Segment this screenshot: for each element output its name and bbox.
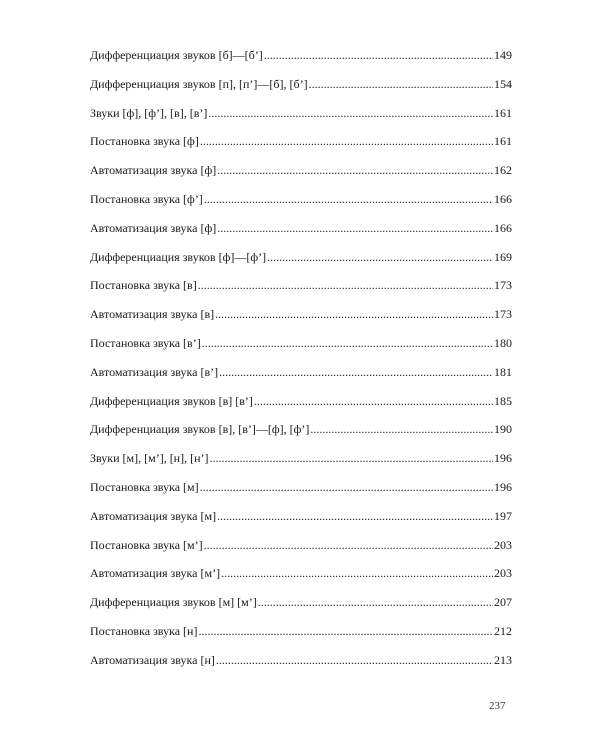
toc-dot-leader [258,595,493,609]
toc-entry-title: Звуки [м], [м’], [н], [н’] [90,451,209,466]
toc-entry-title: Дифференциация звуков [б]—[б’] [90,48,263,62]
toc-entry-title: Постановка звука [в] [90,278,197,293]
toc-entry-page: 162 [494,163,512,178]
toc-entry [90,509,512,538]
toc-dot-leader [309,77,493,91]
toc-dot-leader [254,394,493,408]
toc-dot-leader [219,365,493,379]
toc-entry-title: Постановка звука [в’] [90,335,201,350]
toc-dot-leader [200,134,493,148]
toc-entry-title: Автоматизация звука [ф] [90,163,217,178]
toc-entry-title: Звуки [ф], [ф’], [в], [в’] [90,105,208,120]
toc-entry-page: 161 [494,134,512,149]
toc-entry-page: 173 [494,278,512,293]
toc-entry [90,336,512,365]
toc-entry [90,106,512,135]
toc-entry-title: Постановка звука [н] [90,623,198,638]
toc-dot-leader [208,106,493,120]
toc-entry-page: 196 [494,479,512,494]
toc-entry-page: 203 [494,566,512,581]
toc-dot-leader [204,538,493,552]
toc-entry-page: 169 [494,249,512,264]
toc-entry [90,365,512,394]
toc-dot-leader [310,422,493,436]
toc-entry-page: 166 [494,191,512,206]
toc-dot-leader [202,336,493,350]
toc-dot-leader [264,48,493,62]
toc-entry-page: 212 [494,623,512,638]
toc-dot-leader [210,451,493,465]
toc-dot-leader [221,566,493,580]
toc-entry-page: 181 [494,364,512,379]
toc-entry [90,192,512,221]
toc-entry [90,394,512,423]
toc-entry [90,595,512,624]
toc-entry-page: 149 [494,48,512,62]
toc-entry-title: Автоматизация звука [м’] [90,566,221,581]
toc-entry [90,48,512,77]
toc-entry-page: 207 [494,595,512,610]
toc-entry-title: Дифференциация звуков [ф]—[ф’] [90,249,267,264]
toc-dot-leader [200,480,493,494]
toc-entry [90,624,512,653]
page-number: 237 [489,700,506,712]
toc-entry [90,566,512,595]
toc-entry [90,278,512,307]
toc-entry [90,307,512,336]
toc-entry [90,250,512,279]
toc-entry [90,451,512,480]
toc-entry-page: 203 [494,537,512,552]
toc-entry-page: 154 [494,76,512,91]
toc-entry-title: Автоматизация звука [в] [90,307,215,322]
toc-entry-title: Постановка звука [ф] [90,134,199,149]
toc-entry-page: 166 [494,220,512,235]
toc-entry-title: Автоматизация звука [в’] [90,364,219,379]
toc-entry-title: Постановка звука [м’] [90,537,203,552]
toc-entry-title: Автоматизация звука [ф] [90,220,217,235]
toc-dot-leader [198,624,493,638]
toc-dot-leader [216,653,493,667]
toc-entry-page: 197 [494,508,512,523]
toc-entry-page: 190 [494,422,512,437]
toc-entry [90,163,512,192]
toc-entry-title: Постановка звука [ф’] [90,191,203,206]
toc-entry-page: 161 [494,105,512,120]
toc-entry [90,653,512,682]
toc-entry-title: Дифференциация звуков [м] [м’] [90,595,257,610]
toc-dot-leader [204,192,493,206]
toc-dot-leader [215,307,493,321]
toc-entry-title: Автоматизация звука [н] [90,652,215,667]
toc-dot-leader [217,221,493,235]
table-of-contents [90,48,512,682]
toc-dot-leader [267,250,493,264]
toc-entry-page: 185 [494,393,512,408]
toc-entry [90,538,512,567]
toc-entry-page: 180 [494,335,512,350]
toc-entry [90,77,512,106]
toc-entry-title: Дифференциация звуков [в] [в’] [90,393,253,408]
toc-entry-page: 213 [494,652,512,667]
toc-dot-leader [198,278,493,292]
toc-entry [90,480,512,509]
toc-entry-title: Дифференциация звуков [п], [п’]—[б], [б’] [90,76,308,91]
toc-entry [90,422,512,451]
toc-entry-title: Постановка звука [м] [90,479,199,494]
toc-entry-page: 173 [494,307,512,322]
toc-entry [90,134,512,163]
toc-dot-leader [217,163,493,177]
toc-entry-page: 196 [494,451,512,466]
toc-dot-leader [217,509,493,523]
toc-entry-title: Автоматизация звука [м] [90,508,217,523]
toc-entry [90,221,512,250]
toc-entry-title: Дифференциация звуков [в], [в’]—[ф], [ф’] [90,422,310,437]
